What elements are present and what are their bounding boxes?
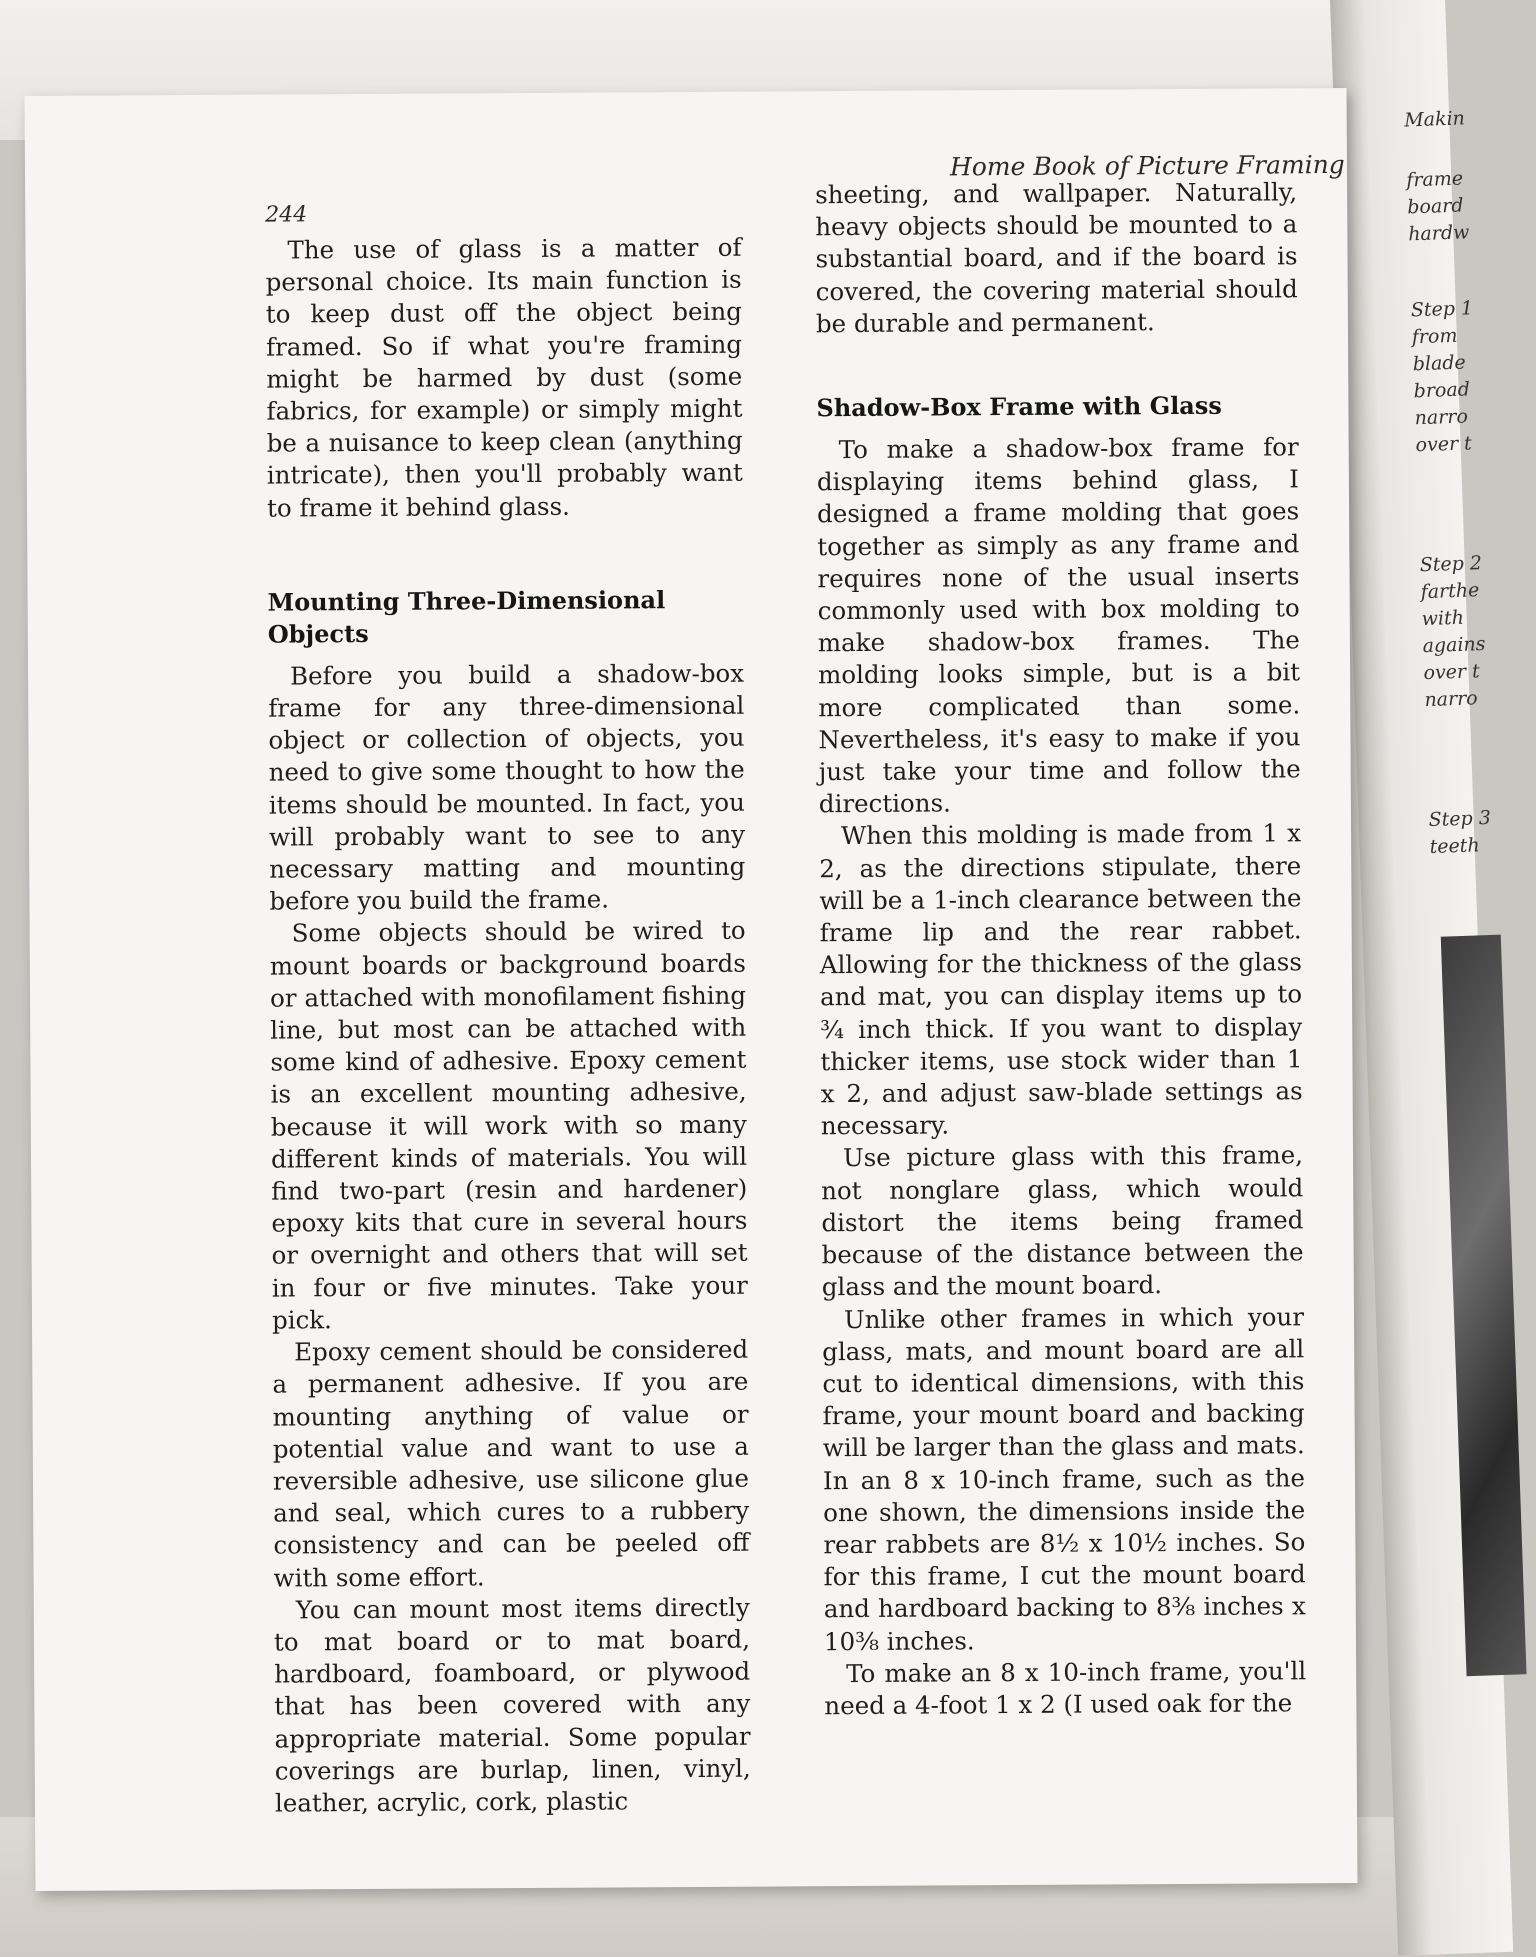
body-paragraph: Unlike other frames in which your glass, mats, and mount board are all cut to identical dimensions, with this frame, your mount board and backing will be larger than the glass and mats. In an 8 x 10-inch frame, such as the one shown, the dimensions inside the rear rabbets are 8½ x 10½ inches. So for this frame, I cut the mount board and hardboard backing to 8⅜ inches x 10⅜ inches.: [822, 1301, 1306, 1656]
facing-page-text: Step 2: [1419, 552, 1483, 577]
facing-page-text: Makin: [1403, 107, 1466, 132]
facing-page-text: agains: [1422, 632, 1486, 658]
continuation-paragraph: sheeting, and wallpaper. Naturally, heavy objects should be mounted to a substantial board, and if the board is covered, the covering material should be durable and permanent.: [815, 177, 1298, 339]
facing-page-text: blade: [1412, 351, 1467, 376]
body-paragraph: To make an 8 x 10-inch frame, you'll need a 4-foot 1 x 2 (I used oak for the: [824, 1655, 1307, 1721]
body-paragraph: Use picture glass with this frame, not nonglare glass, which would distort the items being framed because of the distance between the glass and the mount board.: [821, 1140, 1304, 1302]
page-number: 244: [265, 202, 308, 228]
facing-page-text: from: [1411, 324, 1458, 349]
section-heading-mounting: [268, 583, 744, 650]
left-column: [265, 232, 751, 1820]
facing-page-edge: [1330, 0, 1513, 1956]
book-page: [25, 88, 1358, 1891]
facing-page-text: farthe: [1420, 579, 1480, 604]
body-paragraph: Some objects should be wired to mount boards or background boards or attached with monofilament fishing line, but most can be attached with some kind of adhesive. Epoxy cement is an excellent mounting adhesive, because it will work with so many different kinds of materials. You will find two-part (resin and hardener) epoxy kits that cure in several hours or overnight and others that will set in four or five minutes. Take your pick.: [269, 916, 748, 1335]
body-paragraph: When this molding is made from 1 x 2, as the directions stipulate, there will be a 1-inch clearance between the frame lip and the rear rabbet. Allowing for the thickness of the glass and mat, you can display items up to ¾ inch thick. If you want to display thicker items, use stock wider than 1 x 2, and adjust saw-blade settings as necessary.: [819, 818, 1303, 1141]
section-heading-line: Objects: [267, 618, 369, 649]
right-column: [815, 176, 1306, 1722]
facing-page-text: over t: [1423, 660, 1481, 685]
section-heading-line: Mounting Three-Dimensional: [267, 584, 666, 617]
facing-page-text: narro: [1414, 405, 1469, 430]
facing-page-text: teeth: [1429, 834, 1480, 859]
facing-page-text: Step 1: [1410, 297, 1474, 322]
facing-page-text: board: [1406, 194, 1464, 219]
facing-page-text: frame: [1405, 167, 1464, 192]
intro-paragraph: The use of glass is a matter of personal choice. Its main function is to keep dust off the object being framed. So if what you're framing might be harmed by dust (some fabrics, for example) or simply might be a nuisance to keep clean (anything intricate), then you'll probably want to frame it behind glass.: [265, 232, 743, 523]
body-paragraph: Epoxy cement should be considered a permanent adhesive. If you are mounting anything of value or potential value and want to use a reversible adhesive, use silicone glue and seal, which cures to a rubbery consistency and can be peeled off with some effort.: [272, 1334, 750, 1593]
facing-page-text: Step 3: [1428, 806, 1492, 832]
facing-page-text: with: [1421, 606, 1465, 631]
facing-page-text: broad: [1413, 378, 1471, 403]
facing-page-text: narro: [1424, 687, 1479, 712]
facing-page-text: hardw: [1407, 221, 1470, 246]
facing-page-text: over t: [1415, 432, 1473, 457]
body-paragraph: You can mount most items directly to mat board or to mat board, hardboard, foamboard, or plywood that has been covered with any appropriate material. Some popular coverings are burlap, linen, vinyl, leather, acrylic, cork, plastic: [273, 1592, 751, 1818]
section-heading-shadow-box: Shadow-Box Frame with Glass: [816, 390, 1222, 423]
body-paragraph: Before you build a shadow-box frame for any three-dimensional object or collection of objects, you need to give some thought to how the items should be mounted. In fact, you will probably want to see to any necessary matting and mounting before you build the frame.: [268, 658, 746, 916]
facing-page-photo: [1441, 935, 1527, 1677]
running-head: Home Book of Picture Framing: [949, 149, 1345, 182]
body-paragraph: To make a shadow-box frame for displaying items behind glass, I designed a frame molding that goes together as simply as any frame and requires none of the usual inserts commonly used with box molding to make shadow-box frames. The molding looks simple, but is a bit more complicated than some. Nevertheless, it's easy to make if you just take your time and follow the directions.: [816, 432, 1301, 819]
